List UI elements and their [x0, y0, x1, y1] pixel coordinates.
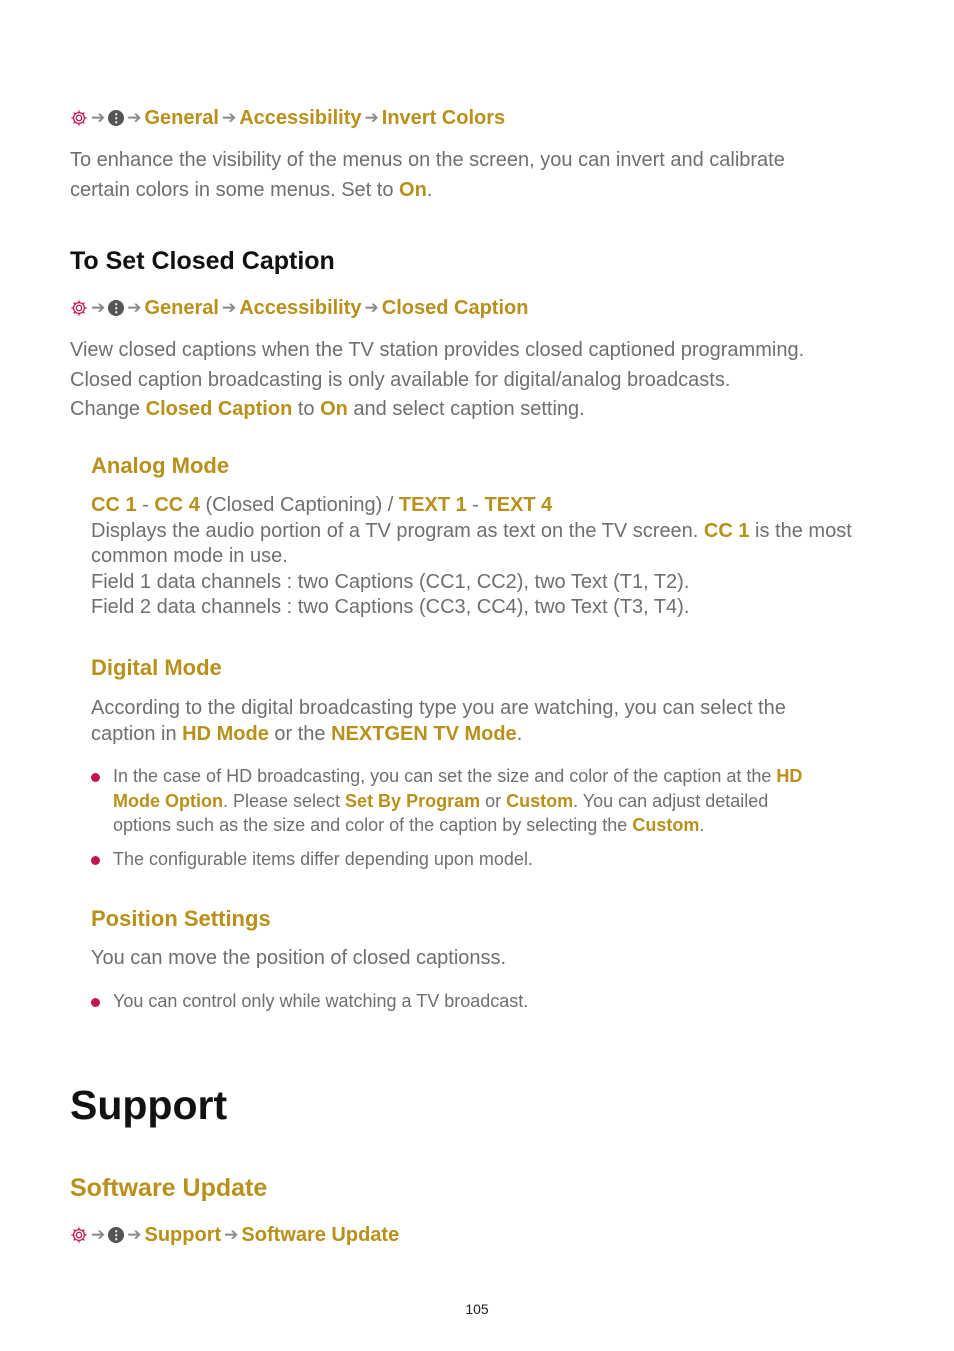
bullet-text: You can control only while watching a TV broadcast. — [113, 991, 529, 1011]
gear-icon — [70, 1226, 88, 1244]
arrow-right-icon: ➔ — [224, 1225, 239, 1244]
crumb-accessibility: Accessibility — [239, 106, 362, 129]
position-settings-description: You can move the position of closed captionss. — [91, 947, 507, 969]
crumb-general: General — [144, 296, 219, 319]
position-settings-title: Position Settings — [91, 906, 271, 931]
arrow-right-icon: ➔ — [91, 108, 106, 127]
text-line: caption in HD Mode or the NEXTGEN TV Mode. — [91, 722, 523, 745]
text-line: Field 1 data channels : two Captions (CC1, CC2), two Text (T1, T2). — [91, 570, 690, 593]
closed-caption-description — [70, 336, 900, 425]
breadcrumb-software-update — [70, 1223, 399, 1247]
text-line: Displays the audio portion of a TV program as text on the TV screen. CC 1 is the most — [91, 519, 852, 542]
bullet-icon — [91, 856, 100, 865]
arrow-right-icon: ➔ — [127, 298, 142, 317]
crumb-support: Support — [144, 1223, 222, 1246]
arrow-right-icon: ➔ — [127, 1225, 142, 1244]
text-line: common mode in use. — [91, 545, 288, 567]
page-number: 105 — [465, 1301, 489, 1317]
closed-caption-heading: To Set Closed Caption — [70, 247, 335, 275]
info-icon: ⋮ — [110, 301, 123, 315]
text-line: Closed caption broadcasting is only available for digital/analog broadcasts. — [70, 368, 731, 391]
bullet-text: In the case of HD broadcasting, you can set the size and color of the caption at the HD Mode Option. Please select Set By Program or Custom. You can adjust detailed options such as the size and color of the caption by selecting the Custom. — [113, 766, 803, 835]
crumb-invert-colors: Invert Colors — [381, 106, 506, 129]
digital-mode-description — [91, 696, 911, 747]
info-icon: ⋮ — [110, 111, 123, 125]
breadcrumb-closed-caption — [70, 296, 528, 320]
arrow-right-icon: ➔ — [127, 108, 142, 127]
analog-mode-title: Analog Mode — [91, 453, 230, 478]
gear-icon — [70, 299, 88, 317]
analog-mode-description — [91, 493, 911, 621]
info-icon: ⋮ — [110, 1228, 123, 1242]
arrow-right-icon: ➔ — [221, 108, 237, 127]
text-line: View closed captions when the TV station provides closed captioned programming. — [70, 339, 805, 361]
software-update-heading: Software Update — [70, 1174, 268, 1202]
breadcrumb-invert-colors — [70, 106, 505, 130]
digital-mode-title: Digital Mode — [91, 655, 222, 680]
gear-icon — [70, 109, 88, 127]
crumb-closed-caption: Closed Caption — [381, 296, 529, 319]
crumb-accessibility: Accessibility — [239, 296, 362, 319]
text-line: certain colors in some menus. Set to On. — [70, 178, 433, 201]
text-line: CC 1 - CC 4 (Closed Captioning) / TEXT 1 - TEXT 4 — [91, 494, 553, 516]
text-line: Field 2 data channels : two Captions (CC3, CC4), two Text (T3, T4). — [91, 596, 690, 618]
invert-colors-description — [70, 146, 900, 205]
arrow-right-icon: ➔ — [364, 298, 379, 317]
bullet-icon — [91, 998, 100, 1007]
arrow-right-icon: ➔ — [221, 298, 237, 317]
crumb-general: General — [144, 106, 219, 129]
text-line: Change Closed Caption to On and select caption setting. — [70, 398, 585, 420]
arrow-right-icon: ➔ — [91, 298, 106, 317]
list-item — [91, 989, 881, 1014]
list-item — [91, 764, 881, 838]
list-item — [91, 847, 881, 872]
bullet-icon — [91, 773, 100, 782]
text-line: According to the digital broadcasting type you are watching, you can select the — [91, 697, 786, 719]
support-heading: Support — [70, 1082, 228, 1128]
arrow-right-icon: ➔ — [91, 1225, 106, 1244]
crumb-software-update: Software Update — [241, 1223, 400, 1246]
arrow-right-icon: ➔ — [364, 108, 379, 127]
text-line: To enhance the visibility of the menus on the screen, you can invert and calibrate — [70, 149, 785, 171]
bullet-text: The configurable items differ depending upon model. — [113, 849, 533, 869]
